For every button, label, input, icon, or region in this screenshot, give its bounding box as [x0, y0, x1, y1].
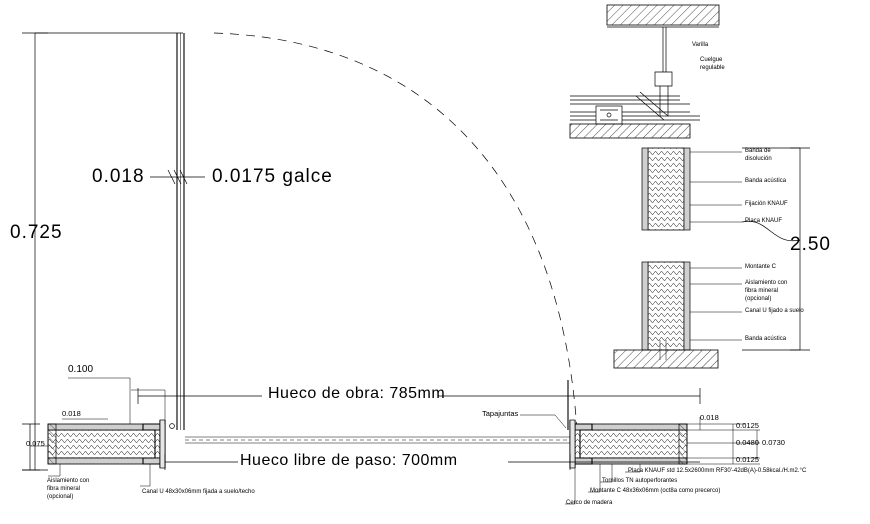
note-br-0: Placa KNAUF std 12.5x2600mm RF30'-42dB(A)-0.58kcal./H.m2.°C [628, 468, 807, 474]
note-br-3: Cerco de madera [566, 500, 613, 506]
note-br-2: Montante C 48x36x06mm (oct8a como precerco) [590, 488, 721, 494]
dim-small-left-bottom: 0.075 [26, 439, 45, 448]
note-td-3: Banda de [745, 148, 771, 154]
note-md-4: Canal U fijado a suelo [745, 308, 804, 314]
callout-hueco-obra: Hueco de obra: 785mm [268, 385, 446, 402]
callout-tapajuntas: Tapajuntas [482, 409, 519, 418]
note-bl-0: Aislamiento con [47, 478, 90, 484]
dim-left-vertical: 0.725 [10, 222, 63, 243]
dim-right-vertical: 2.50 [790, 234, 831, 255]
dim-right-2: 0.0480 [736, 438, 759, 447]
dim-galce-right: 0.0175 galce [212, 166, 333, 187]
note-bl-2: (opcional) [47, 494, 74, 500]
note-md-2: fibra mineral [745, 288, 779, 294]
dim-small-left-mid: 0.018 [62, 409, 81, 418]
note-td-4: disolución [745, 156, 772, 162]
note-md-3: (opcional) [745, 296, 772, 302]
note-td-0: Varilla [692, 42, 709, 48]
dim-galce-left: 0.018 [92, 166, 145, 187]
dim-small-left-top: 0.100 [68, 364, 94, 375]
note-td-7: Placa KNAUF [745, 218, 783, 224]
dim-right-3: 0.0730 [762, 438, 785, 447]
note-br-1: Tornillos TN autoperforantes [602, 478, 678, 484]
dim-right-1: 0.0125 [736, 421, 759, 430]
note-bc-0: Canal U 48x30x06mm fijada a suelo/techo [142, 489, 255, 495]
callout-hueco-libre: Hueco libre de paso: 700mm [240, 452, 458, 469]
note-td-6: Fijación KNAUF [745, 201, 788, 207]
note-td-5: Banda acústica [745, 178, 787, 184]
dim-right-0: 0.018 [700, 413, 719, 422]
note-md-5: Banda acústica [745, 336, 787, 342]
note-td-2: regulable [700, 65, 725, 71]
note-bl-1: fibra mineral [47, 486, 81, 492]
dim-right-4: 0.0125 [736, 455, 759, 464]
note-td-1: Cuelgue [700, 57, 723, 63]
note-md-0: Montante C [745, 264, 777, 270]
note-md-1: Aislamiento con [745, 280, 788, 286]
